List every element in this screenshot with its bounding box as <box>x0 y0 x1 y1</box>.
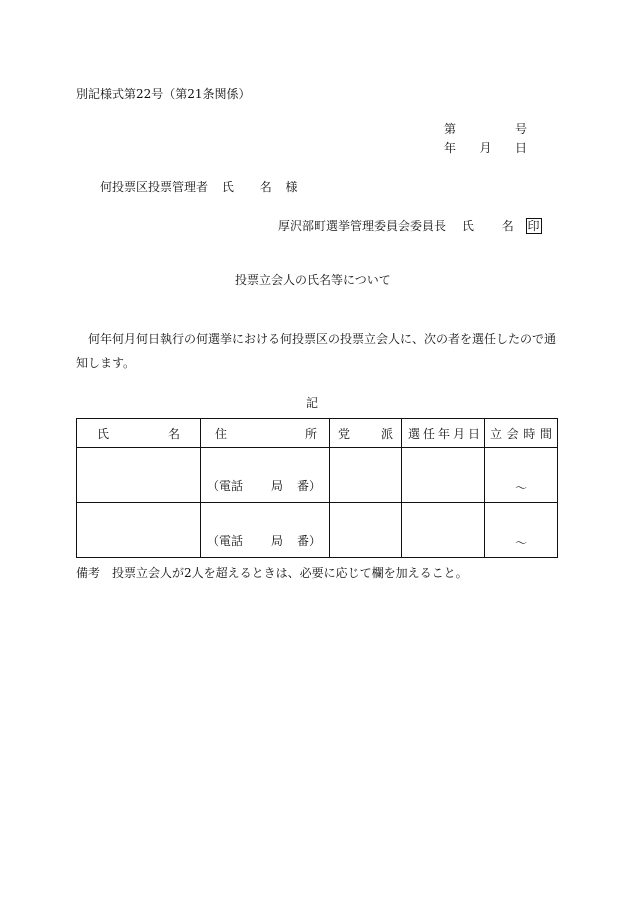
document-number-line <box>444 123 527 135</box>
number-prefix: 第 <box>444 122 457 136</box>
body-line-1: 何年何月何日執行の何選挙における何投票区の投票立会人に、次の者を選任したので通 <box>88 332 557 346</box>
addressee-prefix: 何投票区投票管理者 <box>100 180 209 194</box>
cell-attend-time <box>485 503 558 558</box>
document-date-line <box>444 142 527 154</box>
seal-mark: 印 <box>527 219 540 233</box>
header-attend-time: 立 会 時 間 <box>485 419 558 448</box>
date-day: 日 <box>514 141 527 155</box>
addressee-honorific: 様 <box>285 180 298 194</box>
remarks-note: 備考 投票立会人が2人を超えるときは、必要に応じて欄を加えること。 <box>76 566 468 580</box>
time-separator: ～ <box>514 536 527 550</box>
cell-party <box>330 448 402 503</box>
form-reference: 別記様式第22号（第21条関係） <box>76 87 251 101</box>
table-row <box>77 448 558 503</box>
time-separator: ～ <box>514 481 527 495</box>
addressee-name-a: 氏 <box>221 180 234 194</box>
cell-name <box>77 448 201 503</box>
table-row <box>77 503 558 558</box>
date-year: 年 <box>444 141 457 155</box>
number-suffix: 号 <box>514 122 527 136</box>
body-line-2: 知します。 <box>76 356 136 370</box>
header-party: 党 派 <box>330 419 402 448</box>
document-subject: 投票立会人の氏名等について <box>235 273 391 287</box>
cell-party <box>330 503 402 558</box>
date-month: 月 <box>479 141 492 155</box>
table-header-row <box>77 419 558 448</box>
addressee-name-b: 名 <box>259 180 272 194</box>
cell-attend-time <box>485 448 558 503</box>
cell-name <box>77 503 201 558</box>
phone-line: （電話 局 番） <box>207 534 321 548</box>
cell-address <box>201 503 330 558</box>
sender-line <box>278 218 542 234</box>
sender-name-b: 名 <box>501 219 514 233</box>
phone-line: （電話 局 番） <box>207 479 321 493</box>
witness-table <box>76 418 558 558</box>
cell-appointed-date <box>402 503 485 558</box>
addressee-line <box>100 181 298 193</box>
header-name: 氏 名 <box>77 419 201 448</box>
header-address: 住 所 <box>201 419 330 448</box>
sender-name-a: 氏 <box>461 219 474 233</box>
header-appointed-date: 選 任 年 月 日 <box>402 419 485 448</box>
ki-heading: 記 <box>306 396 319 410</box>
cell-address <box>201 448 330 503</box>
sender-title: 厚沢部町選挙管理委員会委員長 <box>278 219 447 233</box>
cell-appointed-date <box>402 448 485 503</box>
